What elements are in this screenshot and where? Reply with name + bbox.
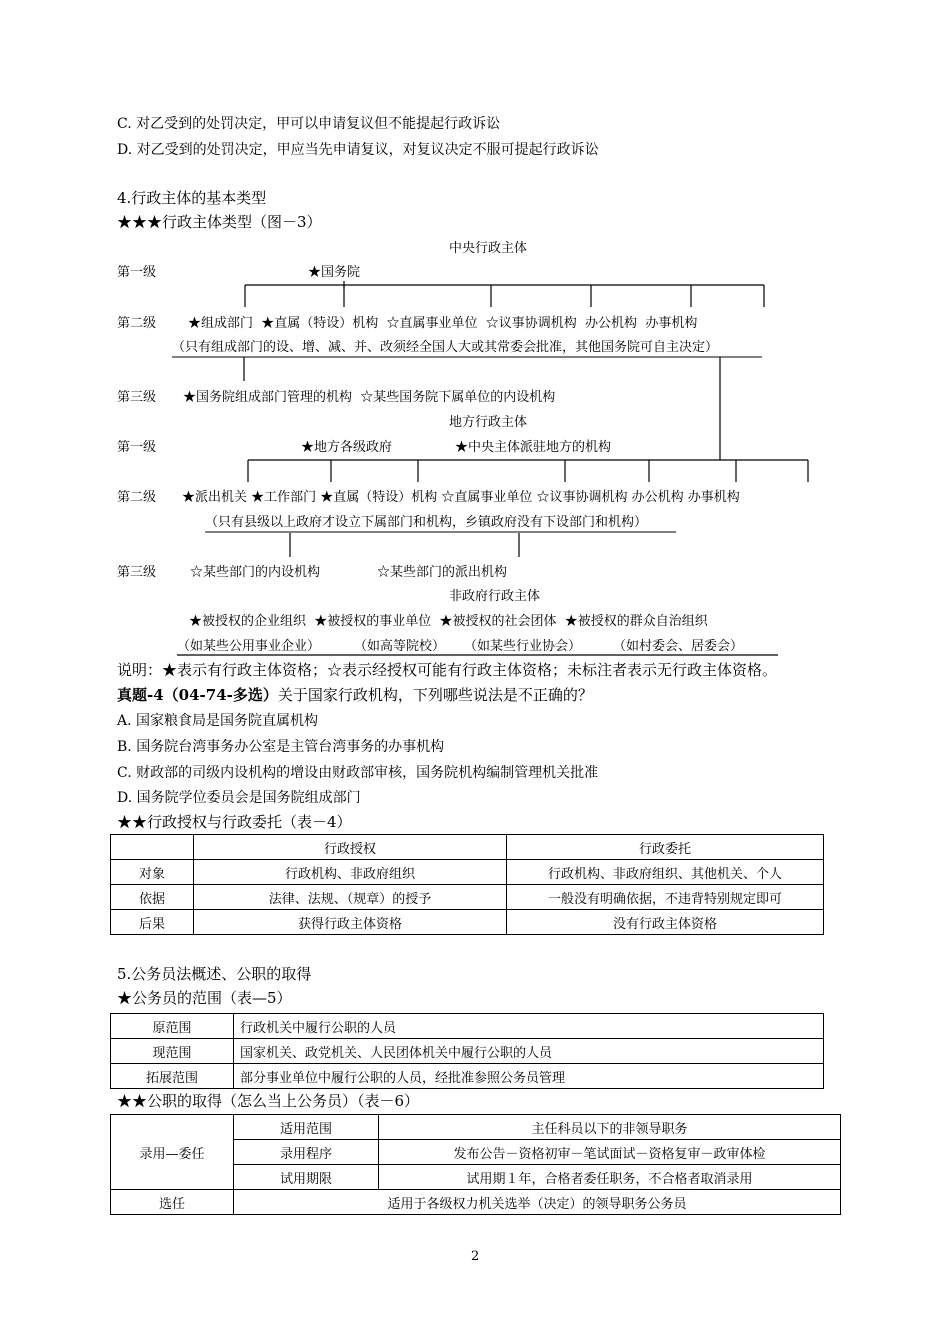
quiz-option-b: B. 国务院台湾事务办公室是主管台湾事务的办事机构 xyxy=(117,739,445,755)
central-title: 中央行政主体 xyxy=(449,241,528,256)
table6-title: ★★公职的取得（怎么当上公务员）（表－6） xyxy=(117,1092,420,1110)
table4-cell: 法律、法规、（规章）的授予 xyxy=(194,885,507,910)
central-level2-items: ★组成部门 ★直属（特设）机构 ☆直属事业单位 ☆议事协调机构 办公机构 办事机构 xyxy=(188,316,698,331)
nongov-note-2: （如高等院校） xyxy=(354,639,446,654)
local-level2-items: ★派出机关 ★工作部门 ★直属（特设）机构 ☆直属事业单位 ☆议事协调机构 办公机构 办事机构 xyxy=(182,490,740,505)
table4 xyxy=(110,834,824,935)
nongov-title: 非政府行政主体 xyxy=(449,589,541,604)
table5-cell: 拓展范围 xyxy=(111,1064,234,1089)
central-level3-items: ★国务院组成部门管理的机构 ☆某些国务院下属单位的内设机构 xyxy=(183,390,556,405)
table5-cell: 现范围 xyxy=(111,1039,234,1064)
local-level3-a: ☆某些部门的内设机构 xyxy=(190,565,321,580)
table4-cell: 依据 xyxy=(111,885,194,910)
section5-heading: 5.公务员法概述、公职的取得 xyxy=(117,965,312,983)
table6-last-value: 适用于各级权力机关选举（决定）的领导职务公务员 xyxy=(234,1190,841,1215)
local-level2-label: 第二级 xyxy=(117,490,157,505)
table5-cell: 国家机关、政党机关、人民团体机关中履行公职的人员 xyxy=(234,1039,824,1064)
central-level2-label: 第二级 xyxy=(117,316,157,331)
option-c-top: C. 对乙受到的处罚决定，甲可以申请复议但不能提起行政诉讼 xyxy=(117,116,501,132)
central-level2-note: （只有组成部门的设、增、减、并、改须经全国人大或其常委会批准，其他国务院可自主决定） xyxy=(172,340,719,355)
quiz-title xyxy=(117,688,593,703)
local-title: 地方行政主体 xyxy=(449,415,528,430)
table-row xyxy=(111,1115,841,1140)
table-row xyxy=(111,885,824,910)
legend-explanation: 说明：★表示有行政主体资格；☆表示经授权可能有行政主体资格；未标注者表示无行政主体资格。 xyxy=(117,661,778,679)
table4-header-1: 行政授权 xyxy=(194,835,507,860)
table-row xyxy=(111,1190,841,1215)
table5 xyxy=(110,1013,824,1089)
section4-heading: 4.行政主体的基本类型 xyxy=(117,189,267,207)
local-level3-label: 第三级 xyxy=(117,565,157,580)
option-d-top: D. 对乙受到的处罚决定，甲应当先申请复议，对复议决定不服可提起行政诉讼 xyxy=(117,142,599,158)
local-level2-note: （只有县级以上政府才设立下属部门和机构，乡镇政府没有下设部门和机构） xyxy=(205,515,648,530)
nongov-note-4: （如村委会、居委会） xyxy=(613,639,744,654)
table6-cell: 试用期１年，合格者委任职务，不合格者取消录用 xyxy=(379,1165,841,1190)
table4-cell: 行政机构、非政府组织 xyxy=(194,860,507,885)
table6-last-label: 选任 xyxy=(111,1190,234,1215)
table4-cell: 对象 xyxy=(111,860,194,885)
quiz-option-c: C. 财政部的司级内设机构的增设由财政部审核，国务院机构编制管理机关批准 xyxy=(117,765,599,781)
table4-header-2: 行政委托 xyxy=(507,835,824,860)
nongov-items: ★被授权的企业组织 ★被授权的事业单位 ★被授权的社会团体 ★被授权的群众自治组织 xyxy=(189,614,708,629)
table6 xyxy=(110,1114,841,1215)
table5-cell: 部分事业单位中履行公职的人员，经批准参照公务员管理 xyxy=(234,1064,824,1089)
table4-header-0 xyxy=(111,835,194,860)
central-level1-label: 第一级 xyxy=(117,265,157,280)
table-row xyxy=(111,910,824,935)
central-level1-item: ★国务院 xyxy=(308,265,361,280)
table6-group-label: 录用—委任 xyxy=(111,1115,234,1190)
quiz-option-d: D. 国务院学位委员会是国务院组成部门 xyxy=(117,790,361,806)
quiz-title-bold: 真题-4（04-74-多选） xyxy=(117,686,278,704)
quiz-title-rest: 关于国家行政机构，下列哪些说法是不正确的？ xyxy=(277,686,593,704)
table-row xyxy=(111,1039,824,1064)
local-level3-b: ☆某些部门的派出机构 xyxy=(377,565,508,580)
table4-cell: 后果 xyxy=(111,910,194,935)
table6-cell: 适用范围 xyxy=(234,1115,379,1140)
table-row xyxy=(111,1064,824,1089)
table5-cell: 行政机关中履行公职的人员 xyxy=(234,1014,824,1039)
table6-cell: 主任科员以下的非领导职务 xyxy=(379,1115,841,1140)
local-level1-label: 第一级 xyxy=(117,440,157,455)
table6-cell: 录用程序 xyxy=(234,1140,379,1165)
local-level1-b: ★中央主体派驻地方的机构 xyxy=(455,440,612,455)
nongov-note-1: （如某些公用事业企业） xyxy=(177,639,321,654)
table-row xyxy=(111,1014,824,1039)
table4-cell: 没有行政主体资格 xyxy=(507,910,824,935)
local-level1-a: ★地方各级政府 xyxy=(301,440,393,455)
table5-title: ★公务员的范围（表—5） xyxy=(117,989,292,1007)
central-level3-label: 第三级 xyxy=(117,390,157,405)
table4-cell: 获得行政主体资格 xyxy=(194,910,507,935)
table4-cell: 一般没有明确依据，不违背特别规定即可 xyxy=(507,885,824,910)
table6-cell: 发布公告－资格初审－笔试面试－资格复审－政审体检 xyxy=(379,1140,841,1165)
table4-title: ★★行政授权与行政委托（表－4） xyxy=(117,813,352,831)
figure3-title: ★★★行政主体类型（图－3） xyxy=(117,213,322,231)
table-row xyxy=(111,860,824,885)
table5-cell: 原范围 xyxy=(111,1014,234,1039)
table6-cell: 试用期限 xyxy=(234,1165,379,1190)
page-number: 2 xyxy=(471,1249,480,1264)
quiz-option-a: A. 国家粮食局是国务院直属机构 xyxy=(117,713,319,729)
table4-cell: 行政机构、非政府组织、其他机关、个人 xyxy=(507,860,824,885)
nongov-note-3: （如某些行业协会） xyxy=(464,639,582,654)
